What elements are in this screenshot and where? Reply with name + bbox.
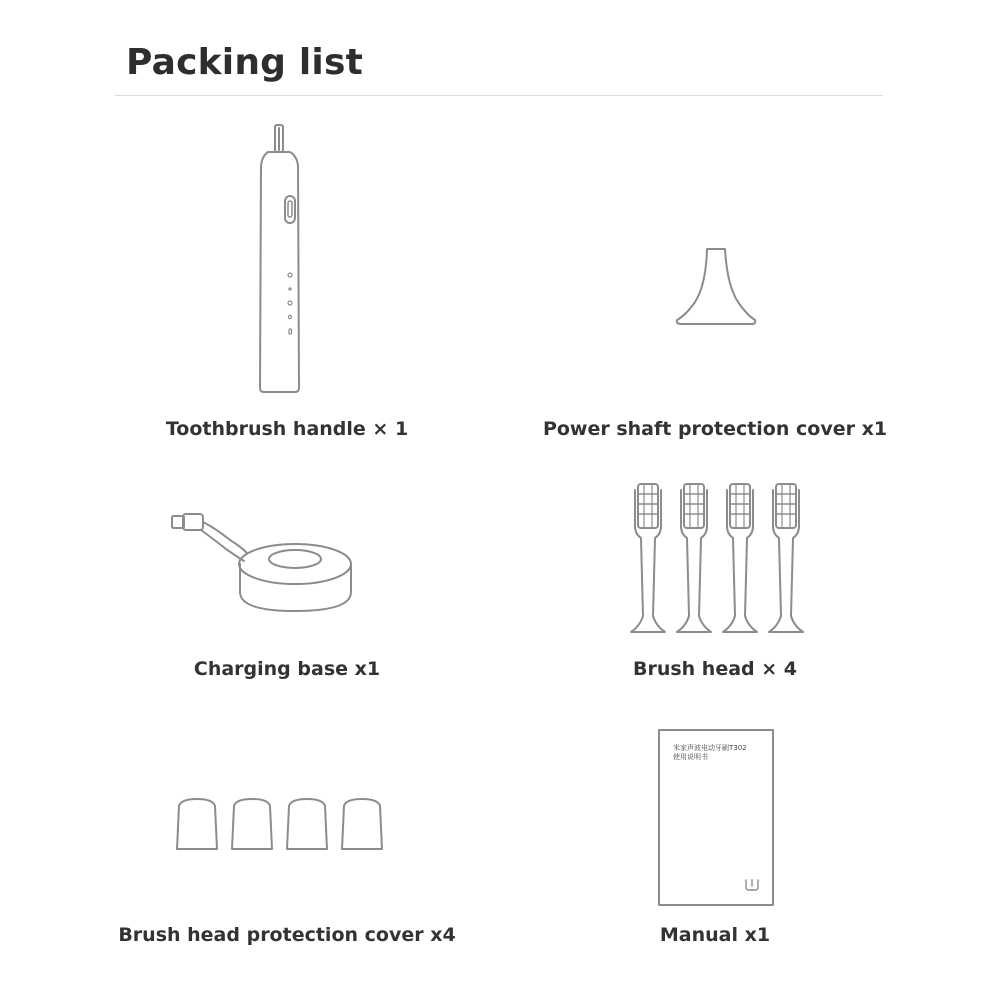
caption-shaft-cover: Power shaft protection cover x1: [542, 418, 888, 440]
page-title: Packing list: [126, 42, 363, 83]
mi-home-logo-icon: [746, 880, 758, 890]
manual-cover-title: 米家声波电动牙刷T302: [673, 744, 747, 752]
caption-head-covers: Brush head protection cover x4: [118, 924, 456, 946]
brush-heads-icon: [631, 484, 803, 632]
charging-base-icon: [172, 514, 351, 611]
toothbrush-handle-icon: [260, 125, 299, 392]
caption-manual: Manual x1: [659, 924, 771, 946]
manual-cover-subtitle: 使用说明书: [673, 753, 708, 761]
caption-charging-base: Charging base x1: [193, 658, 381, 680]
caption-brush-heads: Brush head × 4: [632, 658, 798, 680]
head-covers-icon: [177, 799, 382, 849]
caption-toothbrush-handle: Toothbrush handle × 1: [165, 418, 409, 440]
shaft-cover-icon: [677, 249, 755, 324]
